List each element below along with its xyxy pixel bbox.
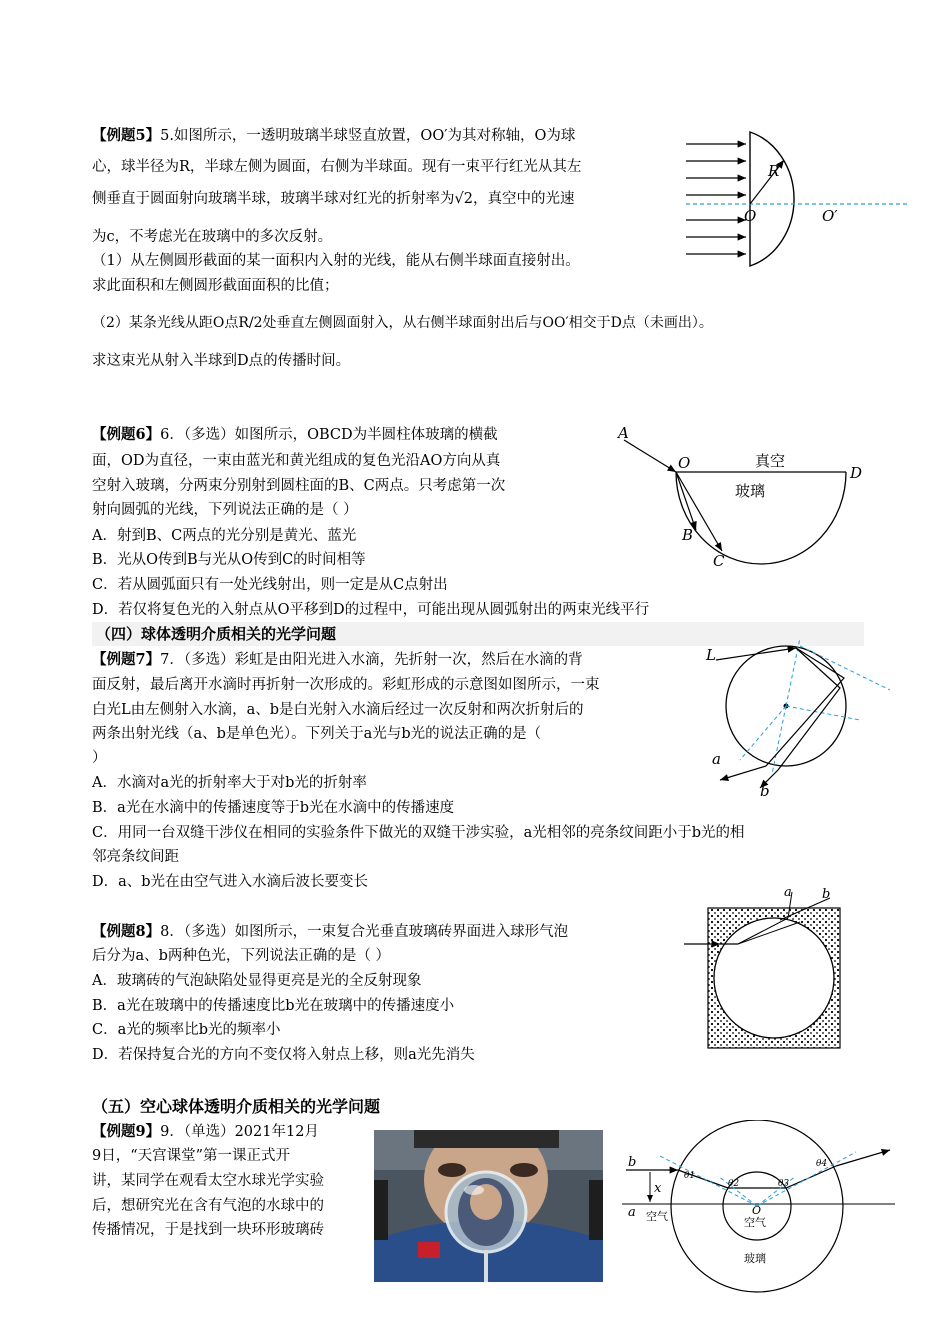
ex9-label-theta2: θ2 [728,1179,740,1189]
ex9-line-4: 后，想研究光在含有气泡的水球中的 [92,1198,324,1214]
ex6-line-3: 空射入玻璃，分两束分别射到圆柱面的B、C两点。只考虑第一次 [92,478,506,494]
section-4-heading: （四）球体透明介质相关的光学问题 [92,622,864,646]
ex6-tag: 【例题6】 [92,426,161,443]
ex9-line-2: 9日，“天宫课堂”第一课正式开 [92,1148,291,1164]
ex7-tag: 【例题7】 [92,651,161,668]
ex8-label-b: b [822,887,831,902]
ex6-line-2: 面，OD为直径，一束由蓝光和黄光组成的复色光沿AO方向从真 [92,453,501,469]
ex5-text-1: 5.如图所示，一透明玻璃半球竖直放置，OO′为其对称轴，O为球 [160,128,576,144]
ex7-ray-L [716,648,796,660]
ex7-figure [700,640,900,800]
ex5-figure [684,124,914,274]
ex9-label-glass: 玻璃 [744,1252,766,1265]
ex8-option-c: C．a光的频率比b光的频率小 [92,1022,281,1038]
ex6-label-O: O [678,454,691,472]
ex7-ray-a [720,766,766,780]
ex6-option-a: A．射到B、C两点的光分别是黄光、蓝光 [92,528,357,544]
ex5-line-3: 侧垂直于圆面射向玻璃半球，玻璃半球对红光的折射率为√2，真空中的光速 [92,191,575,207]
ex5-tag: 【例题5】 [92,127,161,144]
ex8-bubble [714,918,834,1038]
ex8-line-1 [92,922,568,942]
ex7-line-3: 白光L由左侧射入水滴，a、b是白光射入水滴后经过一次反射和两次折射后的 [92,702,584,718]
ex5-label-Oprime: O′ [822,207,838,225]
ex9-label-air-outer: 空气 [646,1210,668,1223]
ex8-option-d: D．若保持复合光的方向不变仅将入射点上移，则a光先消失 [92,1047,475,1063]
ex8-figure [680,884,865,1054]
ex5-line-8: 求这束光从射入半球到D点的传播时间。 [92,353,351,369]
ex9-label-a: a [628,1205,636,1220]
ex8-tag: 【例题8】 [92,923,161,940]
ex7-label-b: b [760,782,770,800]
ex6-label-vacuum: 真空 [755,452,786,470]
ex7-option-c1: C．用同一台双缝干涉仪在相同的实验条件下做光的双缝干涉实验，a光相邻的亮条纹间距小于b光的相 [92,825,745,841]
ex6-label-D: D [850,464,863,482]
ex9-photo [374,1130,603,1282]
ex6-line-1 [92,425,498,445]
ex7-label-a: a [712,750,721,768]
ex6-figure [610,420,870,580]
ex5-hemisphere [750,132,794,266]
ex5-parallel-rays [686,144,746,254]
ex6-option-d: D．若仅将复色光的入射点从O平移到D的过程中，可能出现从圆弧射出的两束光线平行 [92,602,650,618]
ex9-label-air-inner: 空气 [744,1216,766,1229]
ex5-line-5: （1）从左侧圆形截面的某一面积内入射的光线，能从右侧半球面直接射出。 [92,253,580,269]
ex9-label-theta4: θ4 [816,1159,828,1169]
ex7-line-2: 面反射，最后离开水滴时再折射一次形成的。彩虹形成的示意图如图所示，一束 [92,677,600,693]
ex5-label-O: O [744,207,757,225]
ex9-ray-path [678,1166,836,1188]
ex7-option-c2: 邻亮条纹间距 [92,849,179,865]
ex9-label-x: x [654,1181,662,1196]
ex6-option-c: C．若从圆弧面只有一处光线射出，则一定是从C点射出 [92,577,448,593]
ex7-line-1 [92,650,583,670]
ex6-label-A: A [618,424,629,442]
ex8-option-b: B．a光在玻璃中的传播速度比b光在玻璃中的传播速度小 [92,998,455,1014]
ex6-incident-ray [624,440,676,472]
ex9-line-5: 传播情况，于是找到一块环形玻璃砖 [92,1222,324,1238]
ex7-line-4: 两条出射光线（a、b是单色光）。下列关于a光与b光的说法正确的是（ [92,726,542,742]
ex7-line-5: ） [92,750,107,766]
ex5-line-7: （2）某条光线从距O点R/2处垂直左侧圆面射入，从右侧半球面射出后与OO′相交于D点（未画出）。 [92,315,713,331]
ex9-label-theta1: θ1 [684,1171,696,1181]
ex8-option-a: A．玻璃砖的气泡缺陷处显得更亮是光的全反射现象 [92,973,422,989]
ex9-label-b: b [628,1155,637,1170]
ex6-label-B: B [682,526,694,544]
ex8-text-1: 8．（多选）如图所示，一束复合光垂直玻璃砖界面进入球形气泡 [160,924,569,940]
ex5-line-1 [92,126,575,146]
ex5-label-R: R [768,162,780,180]
ex5-line-6: 求此面积和左侧圆形截面面积的比值； [92,278,339,294]
ex7-label-L: L [706,646,716,664]
ex7-text-1: 7．（多选）彩虹是由阳光进入水滴，先折射一次，然后在水滴的背 [160,652,583,668]
ex6-text-1: 6．（多选）如图所示，OBCD为半圆柱体玻璃的横截 [160,427,498,443]
ex9-line-1 [92,1122,319,1142]
ex9-label-theta3: θ3 [778,1179,790,1189]
ex9-line-3: 讲，某同学在观看太空水球光学实验 [92,1173,324,1189]
ex7-option-b: B．a光在水滴中的传播速度等于b光在水滴中的传播速度 [92,800,455,816]
ex6-option-b: B．光从O传到B与光从O传到C的时间相等 [92,552,366,568]
ex6-label-glass: 玻璃 [735,482,766,500]
ex9-text-1: 9．（单选）2021年12月 [160,1124,319,1140]
ex9-label-O: O [752,1204,762,1217]
ex5-line-2: 心，球半径为R，半球左侧为圆面，右侧为半球面。现有一束平行红光从其左 [92,159,582,175]
ex9-figure [620,1120,900,1300]
ex6-line-4: 射向圆弧的光线，下列说法正确的是（ ） [92,502,358,518]
ex8-label-a: a [784,885,792,900]
ex6-label-C: C [713,552,725,570]
ex7-option-d: D．a、b光在由空气进入水滴后波长要变长 [92,874,369,890]
ex8-line-2: 后分为a、b两种色光，下列说法正确的是（ ） [92,948,391,964]
ex9-tag: 【例题9】 [92,1123,161,1140]
section-5-heading: （五）空心球体透明介质相关的光学问题 [92,1097,381,1116]
ex5-line-4: 为c，不考虑光在玻璃中的多次反射。 [92,229,333,245]
ex7-option-a: A．水滴对a光的折射率大于对b光的折射率 [92,775,367,791]
